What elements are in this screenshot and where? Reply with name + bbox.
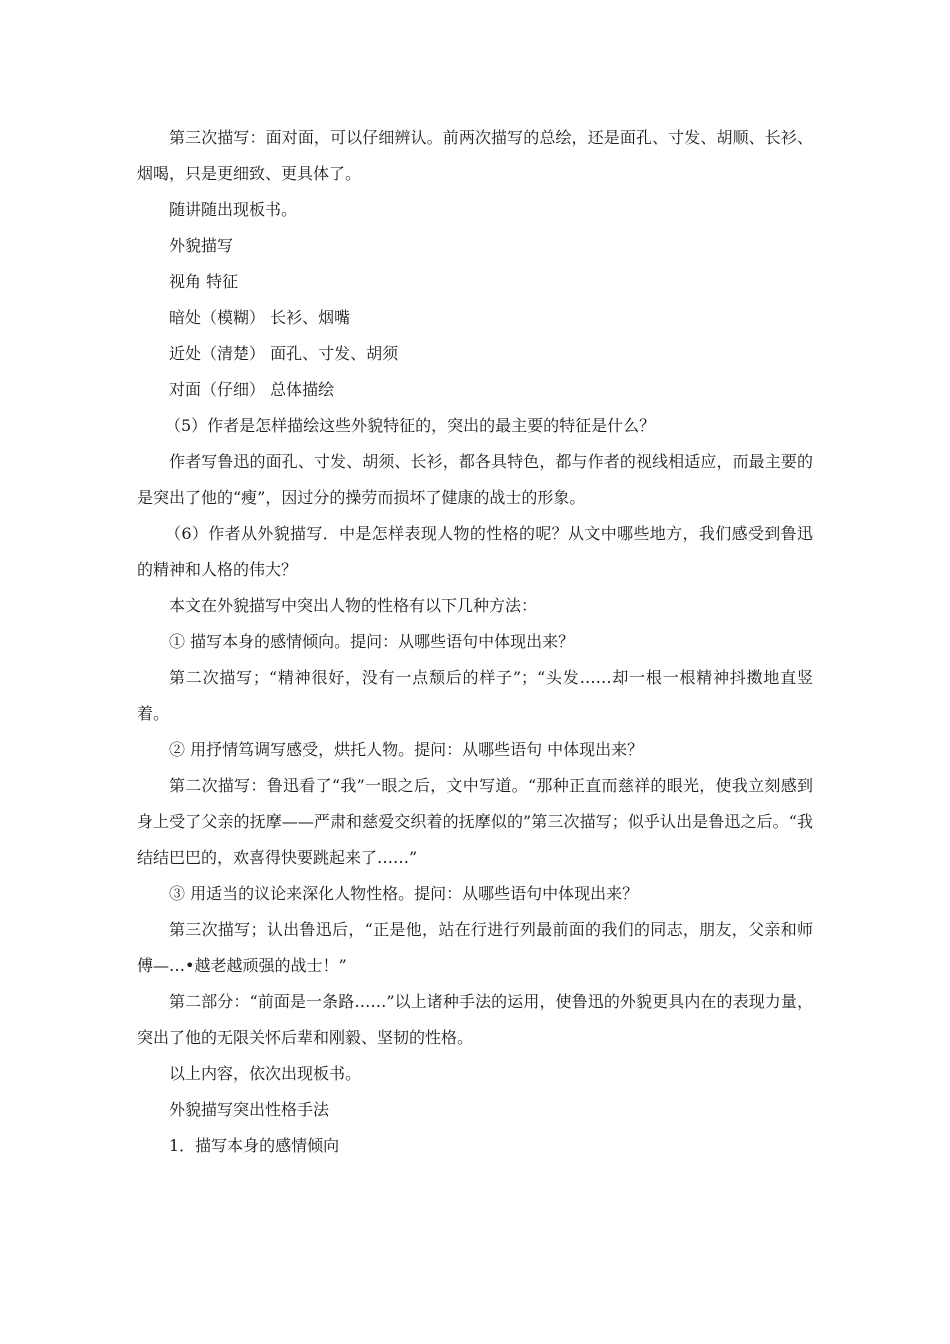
methods-intro: 本文在外貌描写中突出人物的性格有以下几种方法： bbox=[169, 596, 538, 615]
board-row-dark: 暗处（模糊） 长衫、烟嘴 bbox=[169, 308, 351, 327]
question-5: （5）作者是怎样描绘这些外貌特征的，突出的最主要的特征是什么？ bbox=[165, 416, 656, 435]
method-1: ① 描写本身的感情倾向。提问：从哪些语句中体现出来？ bbox=[169, 632, 575, 651]
answer-5: 作者写鲁迅的面孔、寸发、胡须、长衫，都各具特色，都与作者的视线相适应，而最主要的是突出了他的“瘦”，因过分的操劳而损坏了健康的战士的形象。 bbox=[137, 452, 813, 507]
method-1-example: 第二次描写；“精神很好，没有一点颓后的样子”；“头发……却一根一根精神抖擞地直竖着。 bbox=[137, 668, 813, 723]
method-2: ② 用抒情笃调写感受，烘托人物。提问：从哪些语句 中体现出来？ bbox=[169, 740, 644, 759]
board-row-near: 近处（清楚） 面孔、寸发、胡须 bbox=[169, 344, 399, 363]
board-heading-methods: 外貌描写突出性格手法 bbox=[169, 1100, 330, 1119]
board-row-header: 视角 特征 bbox=[169, 272, 239, 291]
board-row-face: 对面（仔细） 总体描绘 bbox=[169, 380, 335, 399]
method-2-example: 第二次描写：鲁迅看了“我”一眼之后，文中写道。“那种正直而慈祥的眼光，使我立刻感到身上受了父亲的抚摩——严肃和慈爱交织着的抚摩似的”第三次描写；似乎认出是鲁迅之后。“我结结巴巴的，欢喜得快要跳起来了……” bbox=[137, 776, 813, 867]
paragraph-board-order: 以上内容，依次出现板书。 bbox=[169, 1064, 362, 1083]
board-method-1: 1．描写本身的感情倾向 bbox=[169, 1136, 340, 1155]
method-3-example: 第三次描写；认出鲁迅后，“正是他，站在行进行列最前面的我们的同志，朋友，父亲和师傅—…•越老越顽强的战士！” bbox=[137, 920, 813, 975]
method-3: ③ 用适当的议论来深化人物性格。提问：从哪些语句中体现出来？ bbox=[169, 884, 639, 903]
document-body bbox=[137, 120, 813, 1164]
part-two-summary: 第二部分：“前面是一条路……”以上诸种手法的运用，使鲁迅的外貌更具内在的表现力量，突出了他的无限关怀后辈和刚毅、坚韧的性格。 bbox=[137, 992, 813, 1047]
paragraph-board-note: 随讲随出现板书。 bbox=[169, 200, 298, 219]
question-6: （6）作者从外貌描写．中是怎样表现人物的性格的呢？从文中哪些地方，我们感受到鲁迅的精神和人格的伟大？ bbox=[137, 524, 813, 579]
board-heading-appearance: 外貌描写 bbox=[169, 236, 234, 255]
paragraph-third-description: 第三次描写：面对面，可以仔细辨认。前两次描写的总绘，还是面孔、寸发、胡顺、长衫、烟喝，只是更细致、更具体了。 bbox=[137, 128, 813, 183]
